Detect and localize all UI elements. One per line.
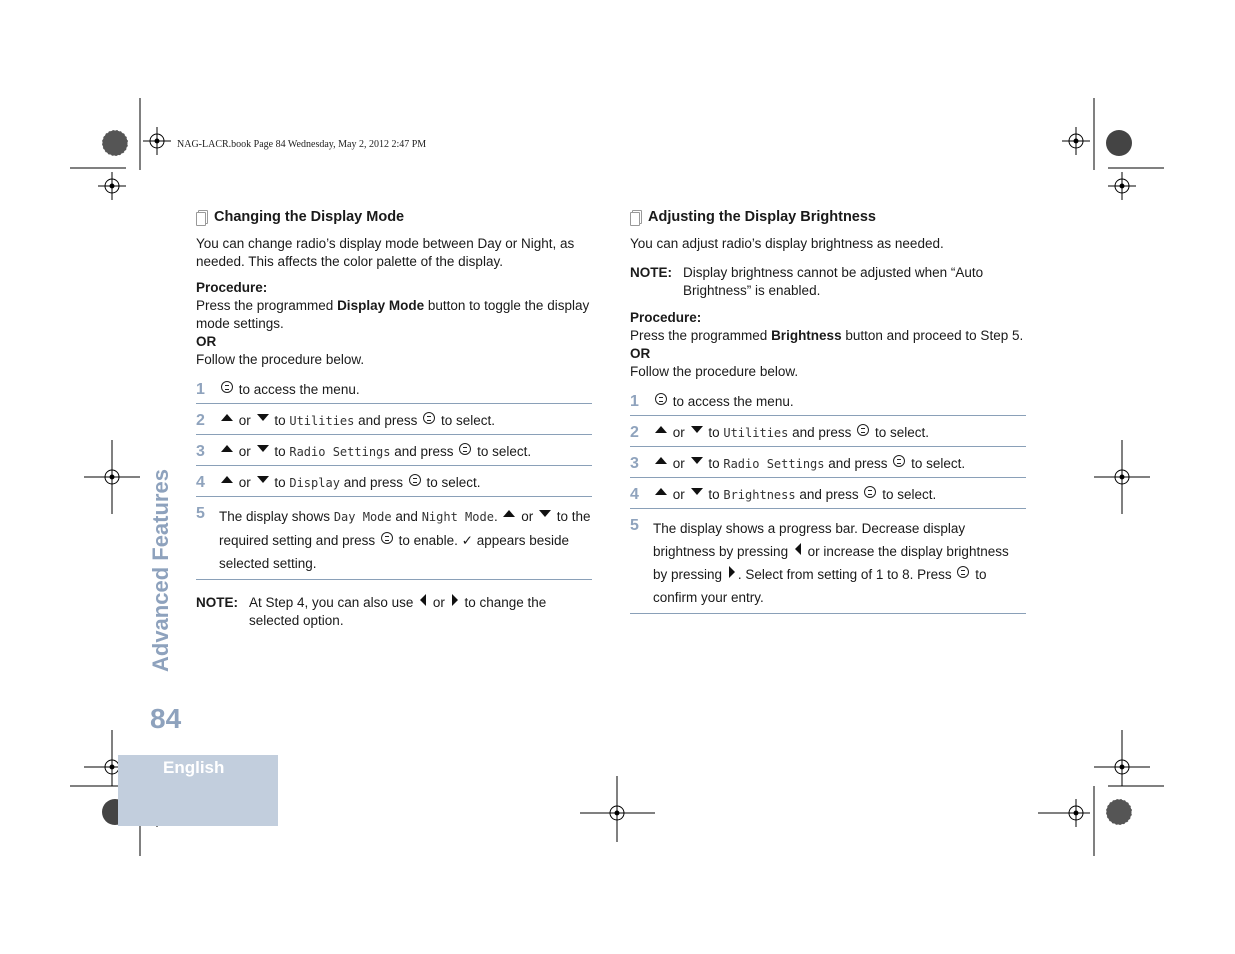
up-arrow-icon: [503, 510, 515, 517]
step-3: 3 or to Radio Settings and press to select.: [196, 441, 592, 466]
note: NOTE: Display brightness cannot be adjusted when “Auto Brightness” is enabled.: [630, 265, 984, 298]
menu-ok-icon: [409, 474, 421, 486]
step-3: 3 or to Radio Settings and press to select.: [630, 453, 1026, 478]
menu-ok-icon: [655, 393, 667, 405]
follow-text: Follow the procedure below.: [630, 364, 799, 379]
side-section-title: Advanced Features: [148, 469, 173, 672]
down-arrow-icon: [257, 445, 269, 452]
note: NOTE: At Step 4, you can also use or to change the selected option.: [196, 595, 547, 628]
step-5: 5 The display shows Day Mode and Night Mode. or to the required setting and press to enable. ✓ appears beside selected setting.: [196, 503, 592, 580]
procedure-label: Procedure:: [630, 310, 702, 325]
down-arrow-icon: [691, 488, 703, 495]
menu-ok-icon: [423, 412, 435, 424]
up-arrow-icon: [655, 488, 667, 495]
up-arrow-icon: [221, 445, 233, 452]
down-arrow-icon: [691, 457, 703, 464]
step-4: 4 or to Display and press to select.: [196, 472, 592, 497]
left-arrow-icon: [795, 543, 801, 555]
step-1: 1 to access the menu.: [630, 391, 1026, 416]
menu-ok-icon: [957, 566, 969, 578]
menu-ok-icon: [459, 443, 471, 455]
procedure-label: Procedure:: [196, 280, 268, 295]
intro-text: You can change radio’s display mode between Day or Night, as needed. This affects the color palette of the display.: [196, 236, 575, 269]
intro-text: You can adjust radio’s display brightness as needed.: [630, 236, 944, 251]
language-label: English: [163, 758, 225, 777]
up-arrow-icon: [655, 426, 667, 433]
procedure-text: Press the programmed Brightness button and proceed to Step 5.: [630, 328, 1024, 343]
step-1: 1 to access the menu.: [196, 379, 592, 404]
left-arrow-icon: [420, 594, 426, 606]
step-2: 2 or to Utilities and press to select.: [196, 410, 592, 435]
section-display-mode: [196, 208, 592, 630]
down-arrow-icon: [257, 414, 269, 421]
up-arrow-icon: [655, 457, 667, 464]
book-info-header: NAG-LACR.book Page 84 Wednesday, May 2, 2012 2:47 PM: [177, 139, 427, 150]
right-arrow-icon: [452, 594, 458, 606]
up-arrow-icon: [221, 476, 233, 483]
step-5: 5 The display shows a progress bar. Decrease display brightness by pressing or increase the display brightness by pressing . Select from setting of 1 to 8. Press to confirm your entry.: [630, 515, 1026, 614]
menu-ok-icon: [381, 532, 393, 544]
step-list: [196, 379, 592, 580]
step-4: 4 or to Brightness and press to select.: [630, 484, 1026, 509]
procedure-text: Press the programmed Display Mode button to toggle the display mode settings.: [196, 298, 590, 331]
menu-ok-icon: [893, 455, 905, 467]
menu-ok-icon: [221, 381, 233, 393]
or-label: OR: [196, 334, 217, 349]
section-icon: [196, 210, 207, 224]
step-2: 2 or to Utilities and press to select.: [630, 422, 1026, 447]
section-display-brightness: [630, 208, 1026, 620]
section-title: Changing the Display Mode: [196, 208, 592, 226]
down-arrow-icon: [691, 426, 703, 433]
section-icon: [630, 210, 641, 224]
page-number: 84: [150, 703, 182, 734]
step-list: [630, 391, 1026, 614]
menu-ok-icon: [864, 486, 876, 498]
down-arrow-icon: [539, 510, 551, 517]
down-arrow-icon: [257, 476, 269, 483]
follow-text: Follow the procedure below.: [196, 352, 365, 367]
section-title: Adjusting the Display Brightness: [630, 208, 1026, 226]
up-arrow-icon: [221, 414, 233, 421]
right-arrow-icon: [729, 566, 735, 578]
menu-ok-icon: [857, 424, 869, 436]
or-label: OR: [630, 346, 651, 361]
